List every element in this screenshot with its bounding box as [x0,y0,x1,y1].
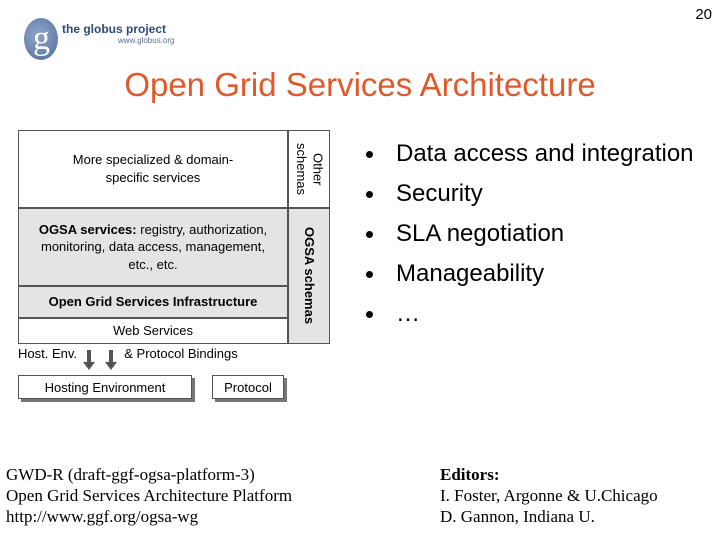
hosting-environment-label: Hosting Environment [44,379,166,395]
ogsa-schemas-column [288,208,330,344]
host-env-label: Host. Env. [18,346,78,361]
bullet-dot-icon [366,191,373,198]
other-schemas-label: Other schemas [294,142,326,196]
bullet-item: Manageability [366,258,706,290]
bindings-row [18,346,238,372]
protocol-label: Protocol [224,379,272,395]
document-url[interactable]: http://www.ggf.org/ogsa-wg [6,507,199,526]
bullet-dot-icon [366,151,373,158]
ogsa-services-layer [18,208,288,286]
ogsa-services-title: OGSA services: [38,221,137,237]
slide-number: 20 [695,6,712,23]
web-services-label: Web Services [113,323,193,339]
protocol-bindings-label: & Protocol Bindings [124,346,238,361]
specialized-services-label: More specialized & domain-specific services [72,152,234,185]
editors-heading: Editors: [440,465,500,484]
editor-entry: I. Foster, Argonne & U.Chicago [440,486,658,505]
editor-entry: D. Gannon, Indiana U. [440,507,595,526]
editors-block [440,464,658,527]
ogsa-schemas-label: OGSA schemas [302,227,318,325]
bullet-dot-icon [366,271,373,278]
bullet-item: Security [366,178,706,210]
bullet-item: Data access and integration [366,138,706,170]
hosting-environment-box [18,375,192,399]
other-schemas-column [288,130,330,208]
bullet-item: … [366,298,706,330]
document-reference [6,464,292,527]
globus-logo-glyph: g [33,20,50,57]
logo-url: www.globus.org [118,36,175,45]
binding-arrows-icon [81,346,121,372]
ogsi-layer [18,286,288,318]
document-title: Open Grid Services Architecture Platform [6,486,293,505]
protocol-box [212,375,284,399]
document-id: GWD-R (draft-ggf-ogsa-platform-3) [6,465,255,484]
bullet-dot-icon [366,231,373,238]
feature-bullet-list [366,138,706,338]
ogsa-services-label [19,221,287,274]
ogsa-services-description: registry, authorization, monitoring, data access, management, etc., etc. [40,221,268,272]
bullet-item: SLA negotiation [366,218,706,250]
web-services-layer [18,318,288,344]
bullet-dot-icon [366,311,373,318]
specialized-services-layer [18,130,288,208]
slide-title: Open Grid Services Architecture [124,66,596,103]
ogsi-label: Open Grid Services Infrastructure [48,294,258,310]
logo-name: the globus project [62,22,167,36]
